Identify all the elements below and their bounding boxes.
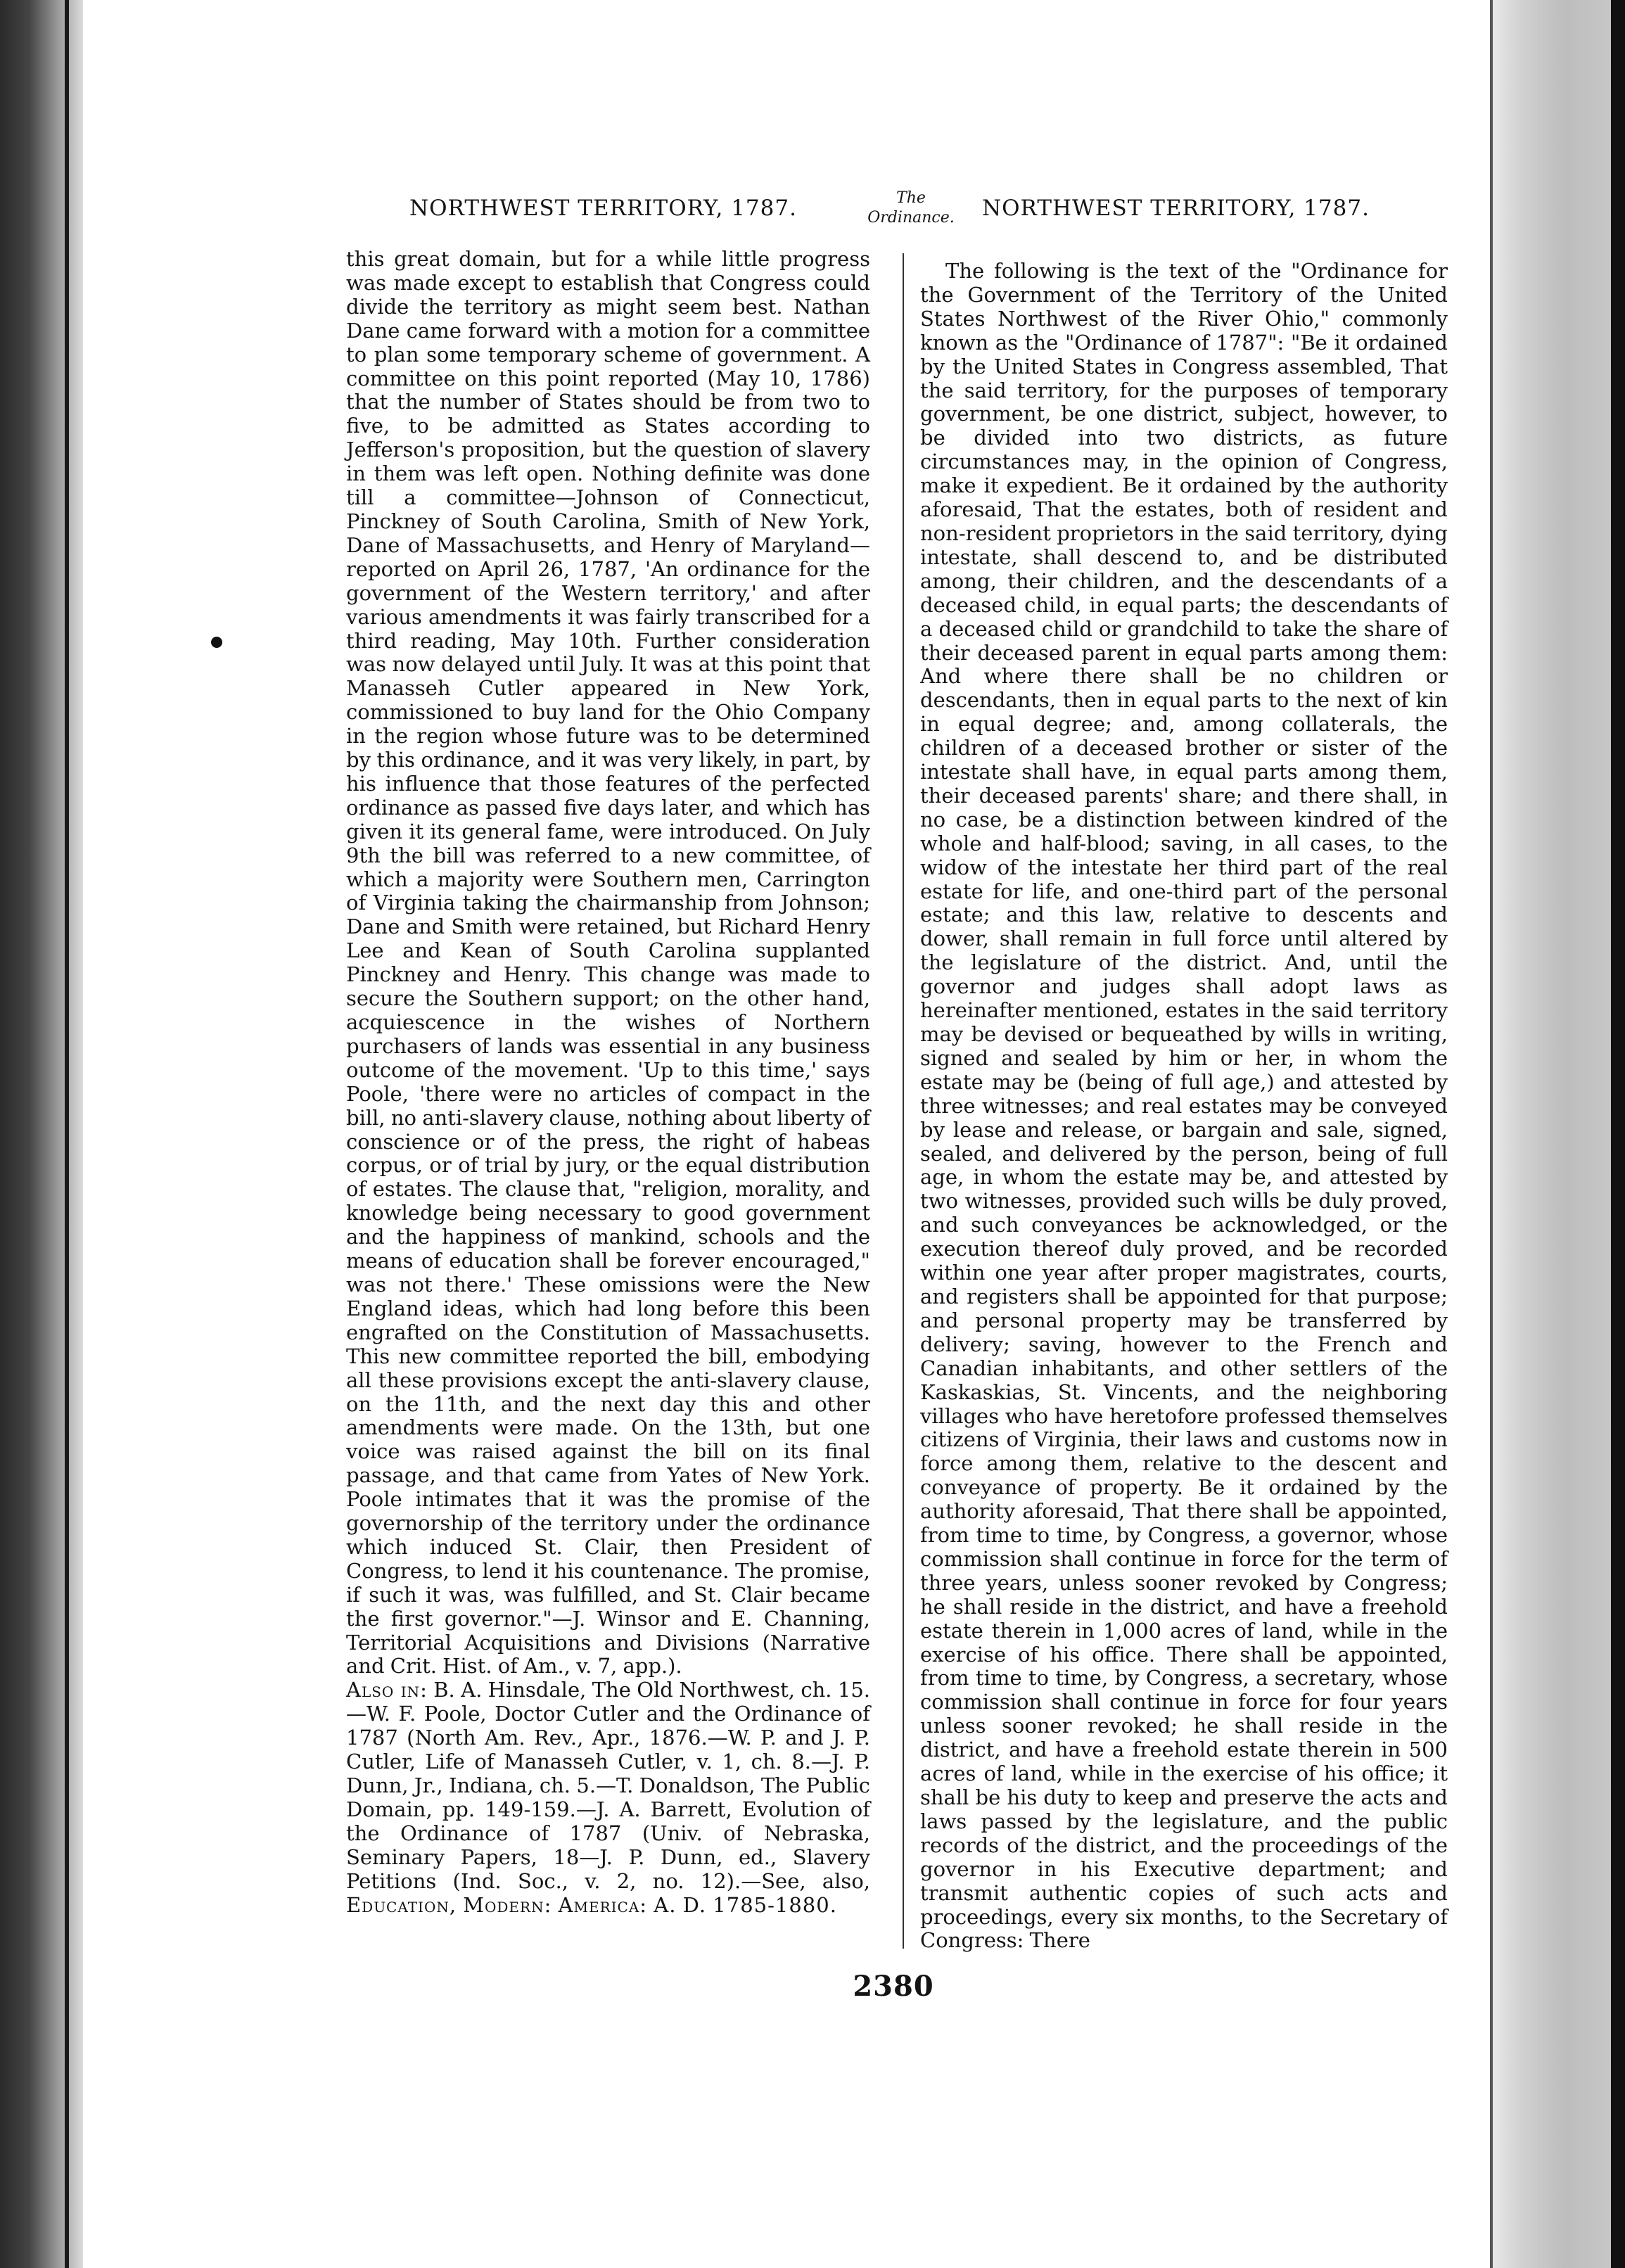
page-number: 2380 — [853, 1970, 934, 2003]
running-header-right: NORTHWEST TERRITORY, 1787. — [982, 196, 1370, 221]
catchword: The Ordinance. — [867, 189, 955, 227]
ordinance-text: The following is the text of the "Ordinance for the Government of the Territory of the United States Northwest of the River Ohio," commonly known as the "Ordinance of 1787": "Be it ordained by the United States in Congress assembled, That the said territory, for the purposes of temporary government, be one district, subject, however, to be divided into two districts, as future circumstances may, in the opinion of Congress, make it expedient. Be it ordained by the authority aforesaid, That the estates, both of resident and non-resident proprietors in the said territory, dying intestate, shall descend to, and be distributed among, their children, and the descendants of a deceased child, in equal parts; the descendants of a deceased child or grandchild to take the share of their deceased parent in equal parts among them: And where there shall be no children or descendants, then in equal parts to the next of kin in equal degree; and, among collaterals, the children of a deceased brother or sister of the intestate shall have, in equal parts among them, their deceased parents' share; and there shall, in no case, be a distinction between kindred of the whole and half-blood; saving, in all cases, to the widow of the intestate her third part of the real estate for life, and one-third part of the personal estate; and this law, relative to descents and dower, shall remain in full force until altered by the legislature of the district. And, until the governor and judges shall adopt laws as hereinafter mentioned, estates in the said territory may be devised or bequeathed by wills in writing, signed and sealed by him or her, in whom the estate may be (being of full age,) and attested by three witnesses; and real estates may be conveyed by lease and release, or bargain and sale, signed, sealed, and delivered by the person, being of full age, in whom the estate may be, and attested by two witnesses, provided such wills be duly proved, and such conveyances be acknowledged, or the execution thereof duly proved, and be recorded within one year after proper magistrates, courts, and registers shall be appointed for that purpose; and personal property may be transferred by delivery; saving, however to the French and Canadian inhabitants, and other settlers of the Kaskaskias, St. Vincents, and the neighboring villages who have heretofore professed themselves citizens of Virginia, their laws and customs now in force among them, relative to the descent and conveyance of property. Be it ordained by the authority aforesaid, That there shall be appointed, from time to time, by Congress, a governor, whose commission shall continue in force for the term of three years, unless sooner revoked by Congress; he shall reside in the district, and have a freehold estate therein in 1,000 acres of land, while in the exercise of his office. There shall be appointed, from time to time, by Congress, a secretary, whose commission shall continue in force for four years unless sooner revoked; he shall reside in the district, and have a freehold estate therein in 500 acres of land, while in the exercise of his office; it shall be his duty to keep and preserve the acts and laws passed by the legislature, and the public records of the district, and the proceedings of the governor in his Executive department; and transmit authentic copies of such acts and proceedings, every six months, to the Secretary of Congress: There — [920, 259, 1448, 1953]
scan-right-border — [1491, 0, 1625, 2268]
column-divider — [903, 253, 904, 1949]
left-column-body: this great domain, but for a while little progress was made except to establish that Congress could divide the territory as might seem best. Nathan Dane came forward with a motion for a committee to plan some temporary scheme of government. A committee on this point reported (May 10, 1786) that the number of States should be from two to five, to be admitted as States according to Jefferson's proposition, but the question of slavery in them was left open. Nothing definite was done till a committee—Johnson of Connecticut, Pinckney of South Carolina, Smith of New York, Dane of Massachusetts, and Henry of Maryland—reported on April 26, 1787, 'An ordinance for the government of the Western territory,' and after various amendments it was fairly transcribed for a third reading, May 10th. Further consideration was now delayed until July. It was at this point that Manasseh Cutler appeared in New York, commissioned to buy land for the Ohio Company in the region whose future was to be determined by this ordinance, and it was very likely, in part, by his influence that those features of the perfected ordinance as passed five days later, and which has given it its general fame, were introduced. On July 9th the bill was referred to a new committee, of which a majority were Southern men, Carrington of Virginia taking the chairmanship from Johnson; Dane and Smith were retained, but Richard Henry Lee and Kean of South Carolina supplanted Pinckney and Henry. This change was made to secure the Southern support; on the other hand, acquiescence in the wishes of Northern purchasers of lands was essential in any business outcome of the movement. 'Up to this time,' says Poole, 'there were no articles of compact in the bill, no anti-slavery clause, nothing about liberty of conscience or of the press, the right of habeas corpus, or of trial by jury, or the equal distribution of estates. The clause that, "religion, morality, and knowledge being necessary to good government and the happiness of mankind, schools and the means of education shall be forever encouraged," was not there.' These omissions were the New England ideas, which had long before this been engrafted on the Constitution of Massachusetts. This new committee reported the bill, embodying all these provisions except the anti-slavery clause, on the 11th, and the next day this and other amendments were made. On the 13th, but one voice was raised against the bill on its final passage, and that came from Yates of New York. Poole intimates that it was the promise of the governorship of the territory under the ordinance which induced St. Clair, then President of Congress, to lend it his countenance. The promise, if such it was, was fulfilled, and St. Clair became the first governor."—J. Winsor and E. Channing, Territorial Acquisitions and Divisions (Narrative and Crit. Hist. of Am., v. 7, app.). — [346, 247, 870, 1678]
scan-right-strip — [1611, 0, 1625, 2268]
see-also-reference: Education, Modern: America: A. D. 1785-1880. — [346, 1892, 837, 1917]
also-in-label: Also in: — [346, 1678, 428, 1702]
ink-spot — [211, 637, 222, 648]
left-column — [346, 248, 870, 1917]
running-header-left: NORTHWEST TERRITORY, 1787. — [409, 196, 797, 221]
scan-binding-shadow — [65, 0, 69, 2268]
right-column — [920, 260, 1448, 1953]
also-in-references: B. A. Hinsdale, The Old Northwest, ch. 15.—W. F. Poole, Doctor Cutler and the Ordinance of 1787 (North Am. Rev., Apr., 1876.—W. P. and J. P. Cutler, Life of Manasseh Cutler, v. 1, ch. 8.—J. P. Dunn, Jr., Indiana, ch. 5.—T. Donaldson, The Public Domain, pp. 149-159.—J. A. Barrett, Evolution of the Ordinance of 1787 (Univ. of Nebraska, Seminary Papers, 18—J. P. Dunn, ed., Slavery Petitions (Ind. Soc., v. 2, no. 12).—See, also, — [346, 1678, 871, 1893]
references — [346, 1678, 870, 1917]
scan-left-border — [0, 0, 83, 2268]
scan-page-edge — [1490, 0, 1493, 2268]
